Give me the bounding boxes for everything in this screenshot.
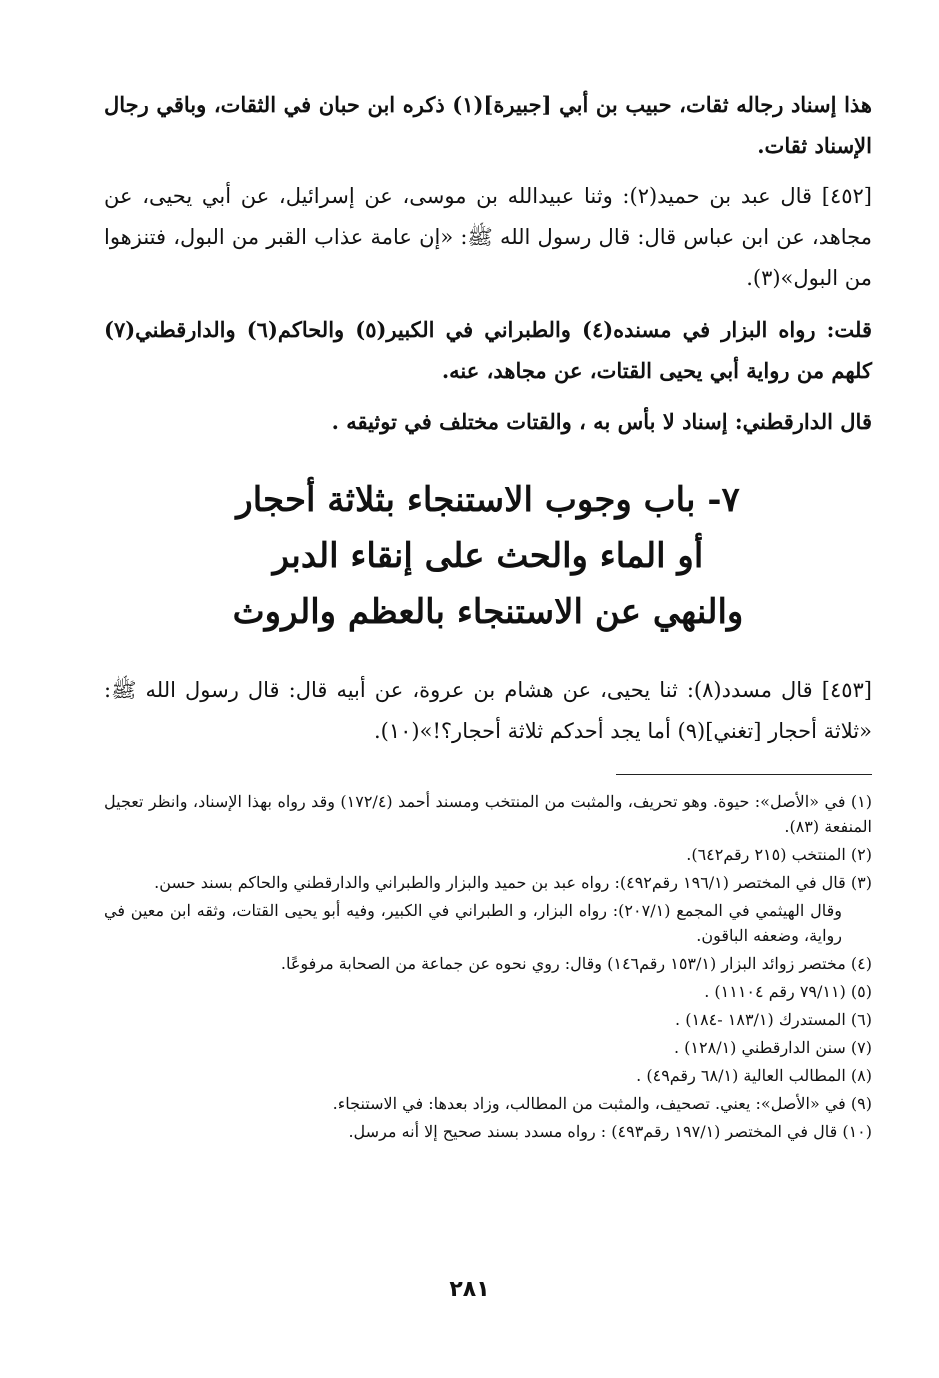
footnote-10: (١٠) قال في المختصر (١٩٧/١ رقم٤٩٣) : رواه مسدد بسند صحيح إلا أنه مرسل.: [348, 1122, 872, 1141]
paragraph-hadith-453: [104, 670, 872, 752]
footnote-1: (١) في «الأصل»: حيوة. وهو تحريف، والمثبت من المنتخب ومسند أحمد (١٧٢/٤) وقد رواه بهذا الإسناد، وانظر تعجيل المنفعة (٨٣).: [104, 792, 872, 836]
footnote-4: (٤) مختصر زوائد البزار (١٥٣/١ رقم١٤٦) وقال: روي نحوه عن جماعة من الصحابة مرفوعًا.: [280, 954, 872, 973]
footnotes: [104, 789, 872, 1144]
page-content: [104, 84, 872, 1147]
footnote-9: (٩) في «الأصل»: يعني. تصحيف، والمثبت من المطالب، وزاد بعدها: في الاستنجاء.: [332, 1094, 872, 1113]
footnote-2: (٢) المنتخب (٢١٥ رقم٦٤٢).: [686, 845, 872, 864]
footnote-7: (٧) سنن الدارقطني (١٢٨/١) .: [673, 1038, 872, 1057]
footnote-5: (٥) (٧٩/١١ رقم ١١١٠٤) .: [704, 982, 872, 1001]
footnote-divider: [616, 774, 872, 775]
paragraph-text: [٤٥٣] قال مسدد(٨): ثنا يحيى، عن هشام بن عروة، عن أبيه قال: قال رسول الله ﷺ: «ثلاثة أحجار [تغني](٩) أما يجد أحدكم ثلاثة أحجار؟!»(١٠).: [104, 678, 872, 743]
paragraph-hadith-452: [104, 176, 872, 299]
heading-line-2: أو الماء والحث على إنقاء الدبر: [272, 536, 704, 576]
heading-line-1: ٧- باب وجوب الاستنجاء بثلاثة أحجار: [236, 480, 740, 520]
footnote-6: (٦) المستدرك (١٨٣/١ -١٨٤) .: [675, 1010, 872, 1029]
paragraph-text: قال الدارقطني: إسناد لا بأس به ، والقتات مختلف في توثيقه .: [331, 409, 872, 434]
paragraph-text: [٤٥٢] قال عبد بن حميد(٢): وثنا عبيدالله بن موسى، عن إسرائيل، عن أبي يحيى، عن مجاهد، عن ابن عباس قال: قال رسول الله ﷺ: «إن عامة عذاب القبر من البول، فتنزهوا من البول»(٣).: [104, 184, 872, 290]
paragraph-text: هذا إسناد رجاله ثقات، حبيب بن أبي [جبيرة](١) ذكره ابن حبان في الثقات، وباقي رجال الإسناد ثقات.: [104, 92, 872, 158]
footnote-3: (٣) قال في المختصر (١٩٦/١ رقم٤٩٢): رواه عبد بن حميد والبزار والطبراني والدارقطني والحاكم بسند حسن.: [154, 873, 872, 892]
footnote-3-continuation: وقال الهيثمي في المجمع (٢٠٧/١): رواه البزار، و الطبراني في الكبير، وفيه أبو يحيى القتات، وثقه ابن معين في رواية، وضعفه الباقون.: [104, 901, 843, 945]
paragraph-qultu: [104, 309, 872, 391]
page-number: ٢٨١: [449, 1277, 490, 1302]
heading-line-3: والنهي عن الاستنجاء بالعظم والروث: [232, 592, 744, 632]
paragraph-text: قلت: رواه البزار في مسنده(٤) والطبراني في الكبير(٥) والحاكم(٦) والدارقطني(٧) كلهم من رواية أبي يحيى القتات، عن مجاهد، عنه.: [104, 317, 872, 383]
chapter-heading: [104, 472, 872, 640]
paragraph-daraqutni: [104, 401, 872, 442]
footnote-8: (٨) المطالب العالية (٦٨/١ رقم٤٩) .: [636, 1066, 872, 1085]
paragraph-isnad: [104, 84, 872, 166]
